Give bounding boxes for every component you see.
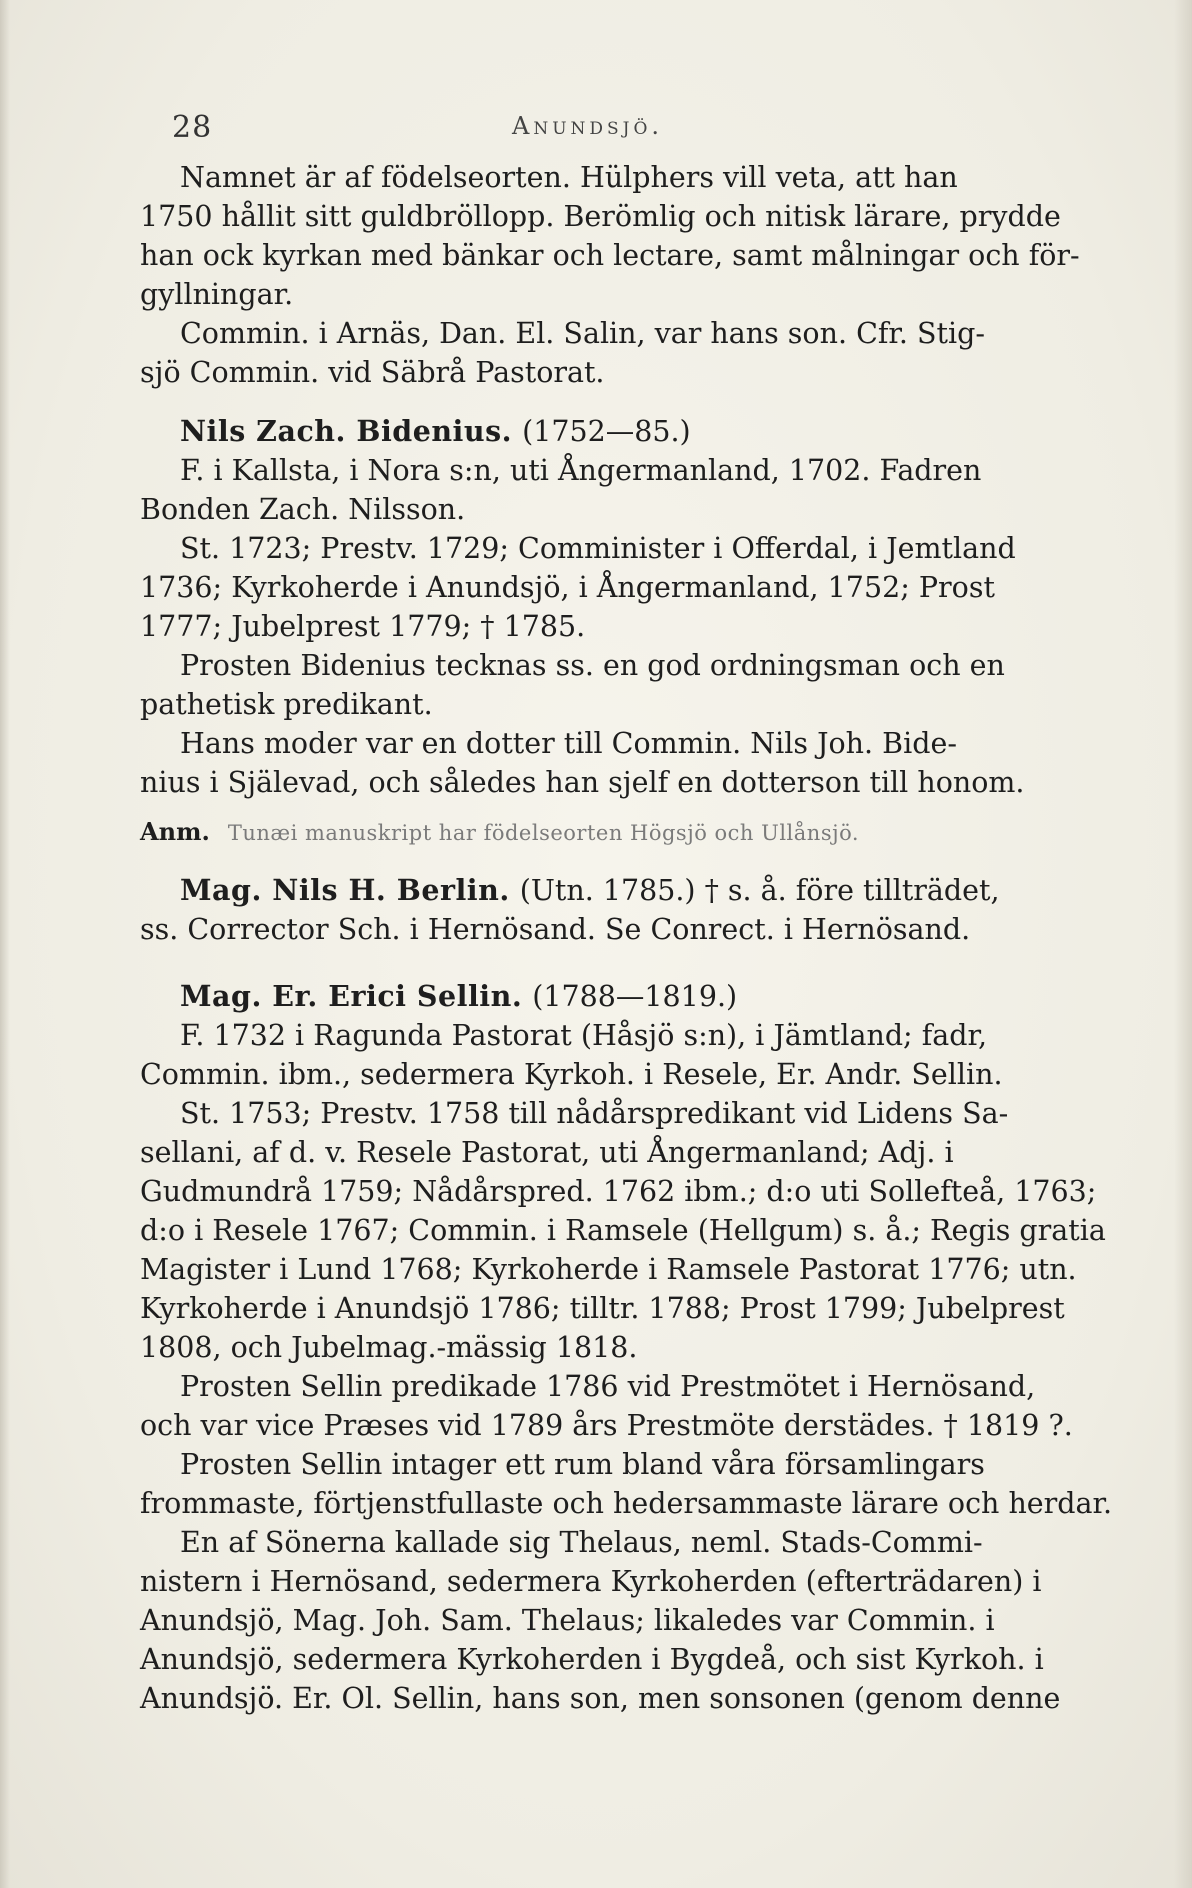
- entry-heading: [140, 412, 1040, 451]
- text-line: d:o i Resele 1767; Commin. i Ramsele (Hellgum) s. å.; Regis gratia: [140, 1214, 1106, 1247]
- entry-years: (1788—1819.): [532, 980, 738, 1013]
- text-line: 1808, och Jubelmag.-mässig 1818.: [140, 1331, 638, 1364]
- text-line: Namnet är af födelseorten. Hülphers vill veta, att han: [180, 161, 958, 194]
- entry-berlin: [140, 871, 1040, 949]
- text-line: Prosten Bidenius tecknas ss. en god ordningsman och en: [180, 649, 1005, 682]
- text-line: han ock kyrkan med bänkar och lectare, samt målningar och för-: [140, 239, 1080, 272]
- page-edge-left: [0, 0, 10, 1888]
- text-line: St. 1723; Prestv. 1729; Comminister i Offerdal, i Jemtland: [180, 532, 1016, 565]
- page-edge-right: [1174, 0, 1192, 1888]
- entry-name: Nils Zach. Bidenius.: [180, 414, 513, 448]
- text-line: sellani, af d. v. Resele Pastorat, uti Ångermanland; Adj. i: [140, 1136, 954, 1169]
- text-line: Anundsjö, Mag. Joh. Sam. Thelaus; likaledes var Commin. i: [140, 1604, 995, 1637]
- text-line: Commin. i Arnäs, Dan. El. Salin, var hans son. Cfr. Stig-: [180, 317, 985, 350]
- text-line: F. 1732 i Ragunda Pastorat (Håsjö s:n), i Jämtland; fadr,: [180, 1019, 988, 1052]
- text-line: nistern i Hernösand, sedermera Kyrkoherden (efterträdaren) i: [140, 1565, 1042, 1598]
- footnote: [140, 812, 1040, 851]
- paragraph-son: [140, 314, 1040, 392]
- footnote-text: Tunæi manuskript har födelseorten Högsjö och Ullånsjö.: [227, 821, 860, 845]
- text-line: Prosten Sellin intager ett rum bland våra församlingars: [180, 1448, 985, 1481]
- text-line: nius i Själevad, och således han sjelf en dotterson till honom.: [140, 766, 1025, 799]
- text-line: Magister i Lund 1768; Kyrkoherde i Ramsele Pastorat 1776; utn.: [140, 1253, 1077, 1286]
- text-line: Gudmundrå 1759; Nådårspred. 1762 ibm.; d:o uti Sollefteå, 1763;: [140, 1175, 1097, 1208]
- text-line: En af Sönerna kallade sig Thelaus, neml. Stads-Commi-: [180, 1526, 983, 1559]
- text-line: pathetisk predikant.: [140, 688, 433, 721]
- text-line: frommaste, förtjenstfullaste och hedersammaste lärare och herdar.: [140, 1487, 1113, 1520]
- text-line: sjö Commin. vid Säbrå Pastorat.: [140, 356, 605, 389]
- text-line: Prosten Sellin predikade 1786 vid Prestmötet i Hernösand,: [180, 1370, 1036, 1403]
- paragraph-surname-origin: [140, 158, 1080, 314]
- text-line: gyllningar.: [140, 278, 294, 311]
- page-number: 28: [172, 110, 213, 145]
- entry-name: Mag. Nils H. Berlin.: [180, 873, 510, 907]
- entry-heading: [140, 977, 1040, 1016]
- text-line: Hans moder var en dotter till Commin. Nils Joh. Bide-: [180, 727, 957, 760]
- text-line: 1777; Jubelprest 1779; † 1785.: [140, 610, 586, 643]
- text-line: ss. Corrector Sch. i Hernösand. Se Conrect. i Hernösand.: [140, 913, 971, 946]
- text-line: St. 1753; Prestv. 1758 till nådårspredikant vid Lidens Sa-: [180, 1097, 1009, 1130]
- entry-heading: [140, 871, 1040, 910]
- text-line: och var vice Præses vid 1789 års Prestmöte derstädes. † 1819 ?.: [140, 1409, 1073, 1442]
- text-line: Anundsjö. Er. Ol. Sellin, hans son, men sonsonen (genom denne: [140, 1682, 1061, 1715]
- entry-years: (1752—85.): [522, 415, 691, 448]
- entry-sellin: [140, 977, 1113, 1718]
- footnote-label: Anm.: [140, 817, 210, 846]
- running-head: Anundsjö.: [512, 112, 664, 140]
- text-line: 1750 hållit sitt guldbröllopp. Berömlig och nitisk lärare, prydde: [140, 200, 1061, 233]
- text-line: Bonden Zach. Nilsson.: [140, 493, 466, 526]
- entry-name: Mag. Er. Erici Sellin.: [180, 979, 523, 1013]
- text-line: Commin. ibm., sedermera Kyrkoh. i Resele, Er. Andr. Sellin.: [140, 1058, 1003, 1091]
- entry-years: (Utn. 1785.) † s. å. före tillträdet,: [519, 874, 1000, 907]
- text-line: Kyrkoherde i Anundsjö 1786; tilltr. 1788; Prost 1799; Jubelprest: [140, 1292, 1065, 1325]
- entry-bidenius: [140, 412, 1040, 851]
- text-body: [140, 158, 1113, 1718]
- text-line: Anundsjö, sedermera Kyrkoherden i Bygdeå, och sist Kyrkoh. i: [140, 1643, 1044, 1676]
- text-line: 1736; Kyrkoherde i Anundsjö, i Ångermanland, 1752; Prost: [140, 571, 995, 604]
- text-line: F. i Kallsta, i Nora s:n, uti Ångermanland, 1702. Fadren: [180, 454, 982, 487]
